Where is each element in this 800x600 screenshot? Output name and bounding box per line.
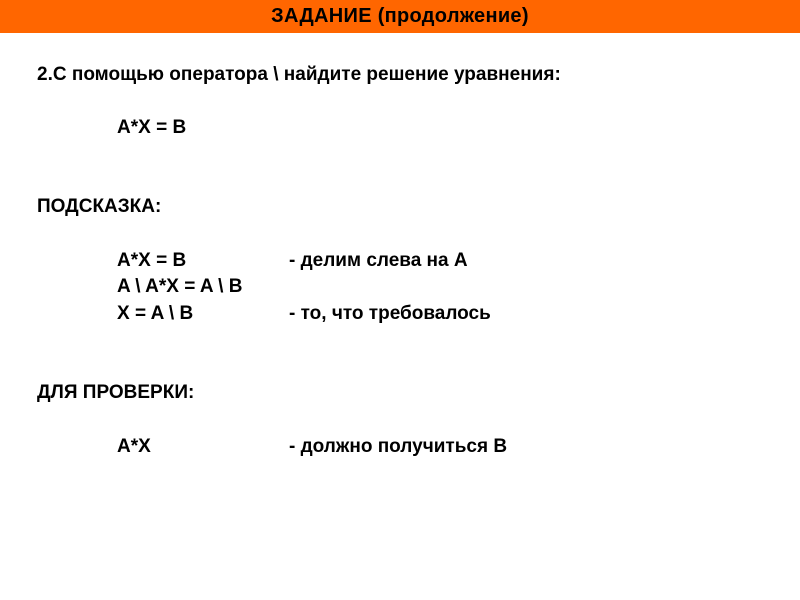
hint-step-1-expr: A*X = B [117, 250, 187, 271]
title-bar [0, 0, 800, 33]
hint-step-3-comment: - то, что требовалось [289, 303, 491, 324]
hint-heading: ПОДСКАЗКА: [37, 196, 162, 217]
hint-step-3-expr: X = A \ B [117, 303, 194, 324]
hint-step-2-expr: A \ A*X = A \ B [117, 276, 243, 297]
hint-step-1-comment: - делим слева на A [289, 250, 468, 271]
check-comment: - должно получиться B [289, 436, 508, 457]
task-text: 2.С помощью оператора \ найдите решение уравнения: [37, 64, 561, 85]
task-equation: A*X = B [117, 117, 187, 138]
check-heading: ДЛЯ ПРОВЕРКИ: [37, 382, 195, 403]
page-title: ЗАДАНИЕ (продолжение) [271, 5, 529, 27]
check-expr: A*X [117, 436, 151, 457]
